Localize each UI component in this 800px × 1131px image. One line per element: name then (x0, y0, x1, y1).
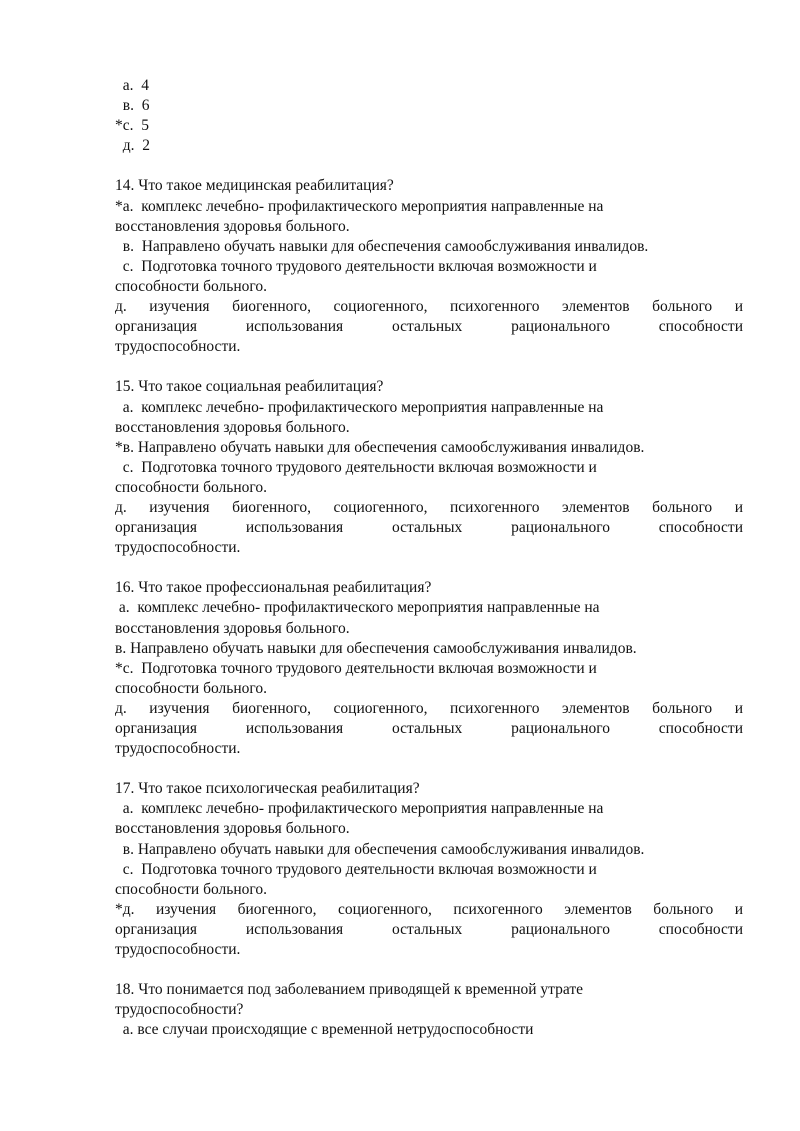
answer-line: д. изучения биогенного, социогенного, психогенного элементов больного и (115, 699, 743, 717)
option-b: в. 6 (115, 97, 150, 115)
option-c: *с. 5 (115, 117, 150, 135)
option-d: д. 2 (115, 137, 151, 155)
previous-question-options (115, 76, 743, 156)
answer-line: способности больного. (115, 478, 267, 496)
answer-line: *в. Направлено обучать навыки для обеспечения самообслуживания инвалидов. (115, 438, 645, 456)
question-text: 18. Что понимается под заболеванием приводящей к временной утрате (115, 981, 584, 999)
question-15 (115, 377, 743, 558)
question-18 (115, 980, 743, 1040)
answer-line: а. комплекс лечебно- профилактического мероприятия направленные на (115, 398, 604, 416)
answer-line: способности больного. (115, 880, 267, 898)
answer-line: д. изучения биогенного, социогенного, психогенного элементов больного и (115, 498, 743, 516)
answer-line: трудоспособности. (115, 740, 241, 758)
answer-line: *а. комплекс лечебно- профилактического мероприятия направленные на (115, 197, 604, 215)
answer-line: организация использования остальных рационального способности (115, 318, 743, 336)
answer-line: с. Подготовка точного трудового деятельности включая возможности и (115, 860, 597, 878)
question-text: 17. Что такое психологическая реабилитация? (115, 780, 420, 798)
answer-line: а. комплекс лечебно- профилактического мероприятия направленные на (115, 800, 604, 818)
answer-line: в. Направлено обучать навыки для обеспечения самообслуживания инвалидов. (115, 840, 645, 858)
answer-line: восстановления здоровья больного. (115, 820, 350, 838)
question-text: 14. Что такое медицинская реабилитация? (115, 177, 394, 195)
question-text: трудоспособности? (115, 1001, 244, 1019)
answer-line: *д. изучения биогенного, социогенного, психогенного элементов больного и (115, 900, 743, 918)
answer-line: восстановления здоровья больного. (115, 418, 350, 436)
answer-line: д. изучения биогенного, социогенного, психогенного элементов больного и (115, 298, 743, 316)
answer-line: организация использования остальных рационального способности (115, 920, 743, 938)
answer-line: восстановления здоровья больного. (115, 217, 350, 235)
question-text: 16. Что такое профессиональная реабилитация? (115, 579, 432, 597)
answer-line: способности больного. (115, 679, 267, 697)
answer-line: с. Подготовка точного трудового деятельности включая возможности и (115, 458, 597, 476)
question-text: 15. Что такое социальная реабилитация? (115, 378, 384, 396)
answer-line: а. все случаи происходящие с временной нетрудоспособности (115, 1021, 534, 1039)
answer-line: трудоспособности. (115, 338, 241, 356)
answer-line: с. Подготовка точного трудового деятельности включая возможности и (115, 257, 597, 275)
question-17 (115, 779, 743, 960)
option-a: a. 4 (115, 77, 150, 94)
question-16 (115, 578, 743, 759)
answer-line: трудоспособности. (115, 941, 241, 959)
answer-line: *с. Подготовка точного трудового деятельности включая возможности и (115, 659, 597, 677)
answer-line: а. комплекс лечебно- профилактического мероприятия направленные на (115, 599, 600, 617)
answer-line: восстановления здоровья больного. (115, 619, 350, 637)
question-14 (115, 176, 743, 357)
answer-line: в. Направлено обучать навыки для обеспечения самообслуживания инвалидов. (115, 639, 637, 657)
answer-line: способности больного. (115, 277, 267, 295)
document-page (115, 76, 743, 1041)
answer-line: в. Направлено обучать навыки для обеспечения самообслуживания инвалидов. (115, 237, 649, 255)
answer-line: трудоспособности. (115, 539, 241, 557)
answer-line: организация использования остальных рационального способности (115, 720, 743, 737)
answer-line: организация использования остальных рационального способности (115, 519, 743, 537)
